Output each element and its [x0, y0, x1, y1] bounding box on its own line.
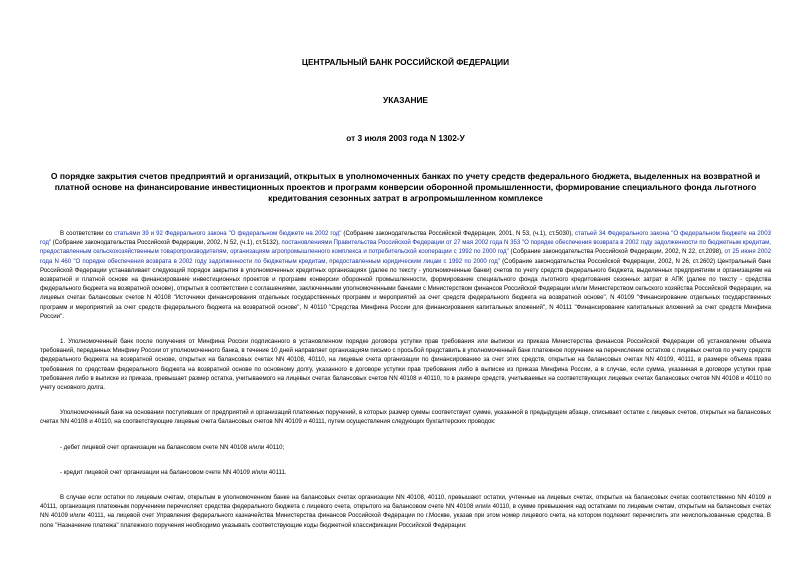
intro-text-2: (Собрание законодательства Российской Федерации, 2001, N 53, (ч.1), ст.5030),	[341, 230, 576, 237]
intro-text-3: (Собрание законодательства Российской Федерации, 2002, N 52, (ч.1), ст.5132),	[51, 239, 282, 247]
debit-entry-line: - дебет лицевой счет организации на балансовом счете NN 40108 и/или 40110;	[60, 443, 285, 451]
document-type-heading: УКАЗАНИЕ	[383, 95, 428, 105]
intro-text-5: (Собрание законодательства Российской Федерации, 2002, N 26, ст.2602) Центральный банк Российской Федерации устанавливает следующий порядок закрытия в уполномоченных кредитных организациях (далее по тексту - уполномоченные банки) счетов по учету средств федерального бюджета, выделенных предприятиям и организациям на возвратной и платной основе на финансирование инвестиционных проектов и программ конверсии оборонной промышленности, формирование специального фонда льготного кредитования сезонных затрат в АПК (далее по тексту - средства федерального бюджета на возвратной основе), открытых в соответствии с соглашениями, заключенными уполномоченными банками с Министерством финансов Российской Федерации и/или Министерством сельского хозяйства Российской Федерации, на лицевых счетах балансовых счетов N 40108 "Источники финансирования отдельных государственных программ и мероприятий за счет средств федерального бюджета на возвратной основе", N 40109 "Финансирование отдельных государственных программ и мероприятий за счет средств федерального бюджета на возвратной основе", N 40110 "Средства Минфина России для финансирования капитальных вложений", N 40111 "Финансирование капитальных вложений за счет средств Минфина России".	[40, 257, 771, 320]
paragraph-1: 1. Уполномоченный банк после получения от Минфина России подписанного в установленном порядке договора уступки прав требования или выписки из приказа Министерства финансов Российской Федерации об установлении объема требований, переданных Минфину России от уполномоченного банка, в течение 10 дней направляет организациям письмо с просьбой представить в уполномоченный банк платежное поручение на перечисление остатков с лицевых счетов по учету средств федерального бюджета на возвратной основе, открытых на балансовых счетах NN 40108, 40110, на лицевые счета организации по финансированию за счет этих средств, открытые на балансовых счетах NN 40109, 40111, в размере объема права требования по средствам федерального бюджета на возвратной основе по основному долгу, указанного в договоре уступки прав требования либо в выписке из приказа Минфина России, а в случае, если сумма, указанная в договоре уступки прав требования либо в выписке из приказа, превышает размер остатка, учитываемого на лицевых счетах балансовых счетов NN 40108 и 40110, то в размере средств, учитываемых на соответствующих лицевых счетах балансовых счетов NN 40108 и 40110 по учету основного долга.	[40, 338, 771, 392]
intro-paragraph	[40, 229, 771, 321]
paragraph-2: Уполномоченный банк на основании поступивших от предприятий и организаций платежных поручений, в которых размер суммы соответствует сумме, указанной в предыдущем абзаце, списывает остатки с лицевых счетов, открытых на балансовых счетах NN 40108 и 40110, на соответствующие лицевые счета балансовых счетов NN 40109 и 40111, путем осуществления следующих бухгалтерских проводок:	[40, 409, 771, 426]
document-title: О порядке закрытия счетов предприятий и организаций, открытых в уполномоченных банках по учету средств федерального бюджета, выделенных на возвратной и платной основе на финансирование инвестиционных проектов и программ конверсии оборонной промышленности, формирование специального фонда льготного кредитования сезонных затрат в агропромышленном комплексе	[50, 171, 761, 203]
law-2003-budget-link[interactable]: статьей 34 Федерального закона "О федеральном бюджете на 2003 год"	[40, 230, 771, 247]
law-2002-budget-link[interactable]: статьями 39 и 92 Федерального закона "О федеральном бюджете на 2002 год"	[114, 230, 342, 237]
intro-text-1: В соответствии со	[60, 230, 115, 237]
intro-text-4: (Собрание законодательства Российской Федерации, 2002, N 22, ст.2098),	[508, 248, 725, 256]
paragraph-3: В случае если остатки по лицевым счетам, открытым в уполномоченном банке на балансовых счетах организации NN 40108, 40110, превышают остатки, учтенные на лицевых счетах, открытых на балансовых счетах соответственно NN 40109 и 40111, организация платежным поручением перечисляет средства федерального бюджета с лицевого счета, открытого на балансовом счете NN 40108 или/и 40110, в сумме превышения над остатками по лицевым счетам, открытым на балансовых счетах NN 40109 и/или 40111, на лицевой счет Управления федерального казначейства Министерства финансов Российской Федерации по г.Москве, указав при этом номер лицевого счета, на котором подлежит перечислить эти неиспользованные средства. В поле "Назначение платежа" платежного поручения необходимо указывать соответствующие коды бюджетной классификации Российской Федерации:	[40, 494, 771, 529]
document-date-heading: от 3 июля 2003 года N 1302-У	[346, 133, 465, 143]
resolution-460-link[interactable]: от 25 июня 2002 года N 460 "О порядке обеспечения возврата в 2002 году задолженности по бюджетным кредитам, предоставленным юридическим лицам с 1992 по 2000 год"	[40, 248, 771, 265]
resolution-353-link[interactable]: постановлениями Правительства Российской Федерации от 27 мая 2002 года N 353 "О порядке обеспечения возврата в 2002 году задолженности по бюджетным кредитам, предоставленным сельскохозяйственным товаропроизводителям, организациям агропромышленного комплекса и потребительской кооперации с 1992 по 2000 год"	[40, 239, 771, 256]
issuer-heading: ЦЕНТРАЛЬНЫЙ БАНК РОССИЙСКОЙ ФЕДЕРАЦИИ	[301, 57, 510, 67]
credit-entry-line: - кредит лицевой счет организации на балансовом счете NN 40109 и/или 40111.	[60, 468, 287, 476]
